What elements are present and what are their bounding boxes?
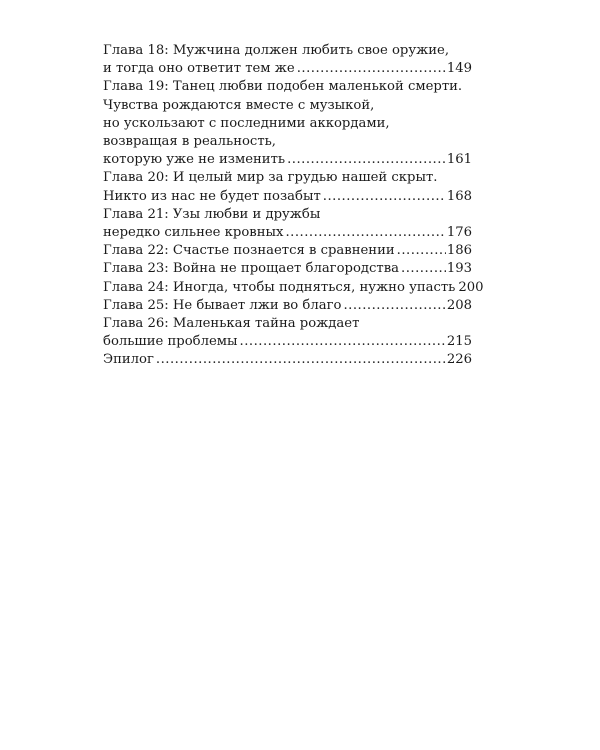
toc-entry-last-line [103,188,472,206]
dot-leader [297,60,446,78]
toc-page-number: 149 [446,61,472,77]
toc-entry-last-line [103,224,472,242]
toc-entry-title-line: Глава 25: Не бывает лжи во благо [103,297,342,313]
toc-page-number: 208 [446,297,472,313]
toc-entry-title-line: Глава 23: Война не прощает благородства [103,261,399,277]
dot-leader [343,297,445,315]
toc-entry-title-line: и тогда оно ответит тем же [103,61,295,77]
toc-entry-chapter-20[interactable] [103,169,472,205]
toc-entry-title-line: Эпилог [103,352,154,368]
table-of-contents [103,42,484,370]
toc-page-number: 226 [446,352,472,368]
toc-entry-title-line: Глава 24: Иногда, чтобы подняться, нужно упасть [103,279,456,295]
toc-page-number: 200 [458,279,484,295]
toc-entry-last-line [103,351,472,369]
toc-entry-chapter-22[interactable] [103,242,472,260]
toc-entry-title-line: Глава 22: Счастье познается в сравнении [103,243,395,259]
dot-leader [285,224,445,242]
toc-page-number: 168 [446,188,472,204]
toc-page-number: 215 [446,334,472,350]
toc-entry-chapter-19[interactable] [103,78,472,169]
toc-entry-title-line: Глава 19: Танец любви подобен маленькой смерти. [103,79,463,95]
toc-entry-epilogue[interactable] [103,351,472,369]
toc-entry-chapter-18[interactable] [103,42,472,78]
dot-leader [401,260,446,278]
toc-entry-title-line: Глава 21: Узы любви и дружбы [103,206,321,222]
toc-entry-title-line: Глава 26: Маленькая тайна рождает [103,316,360,332]
toc-entry-title-line: большие проблемы [103,334,238,350]
toc-entry-last-line [103,242,472,260]
toc-entry-last-line [103,260,472,278]
dot-leader [287,151,446,169]
toc-entry-chapter-21[interactable] [103,206,472,242]
toc-page-number: 186 [446,243,472,259]
dot-leader [240,333,446,351]
toc-entry-last-line [103,60,472,78]
toc-entry-title-line: которую уже не изменить [103,152,286,168]
toc-entry-title-line: Глава 20: И целый мир за грудью нашей скрыт. [103,170,438,186]
dot-leader [397,242,446,260]
toc-entry-title-line: Глава 18: Мужчина должен любить свое оружие, [103,43,450,58]
toc-entry-last-line [103,151,472,169]
toc-entry-chapter-24[interactable] [103,279,484,297]
toc-page-number: 193 [446,261,472,277]
toc-entry-title-line: Никто из нас не будет позабыт [103,188,321,204]
toc-entry-chapter-25[interactable] [103,297,472,315]
toc-entry-title-line: нередко сильнее кровных [103,225,284,241]
dot-leader [156,351,446,369]
toc-page-number: 161 [446,152,472,168]
toc-entry-last-line [103,279,484,297]
toc-entry-last-line [103,333,472,351]
toc-entry-chapter-23[interactable] [103,260,472,278]
toc-entry-chapter-26[interactable] [103,315,472,351]
toc-entry-title-line: возвращая в реальность, [103,134,276,150]
toc-entry-title-line: Чувства рождаются вместе с музыкой, [103,97,375,113]
dot-leader [323,188,446,206]
toc-page-number: 176 [446,225,472,241]
toc-entry-last-line [103,297,472,315]
toc-entry-title-line: но ускользают с последними аккордами, [103,115,390,131]
